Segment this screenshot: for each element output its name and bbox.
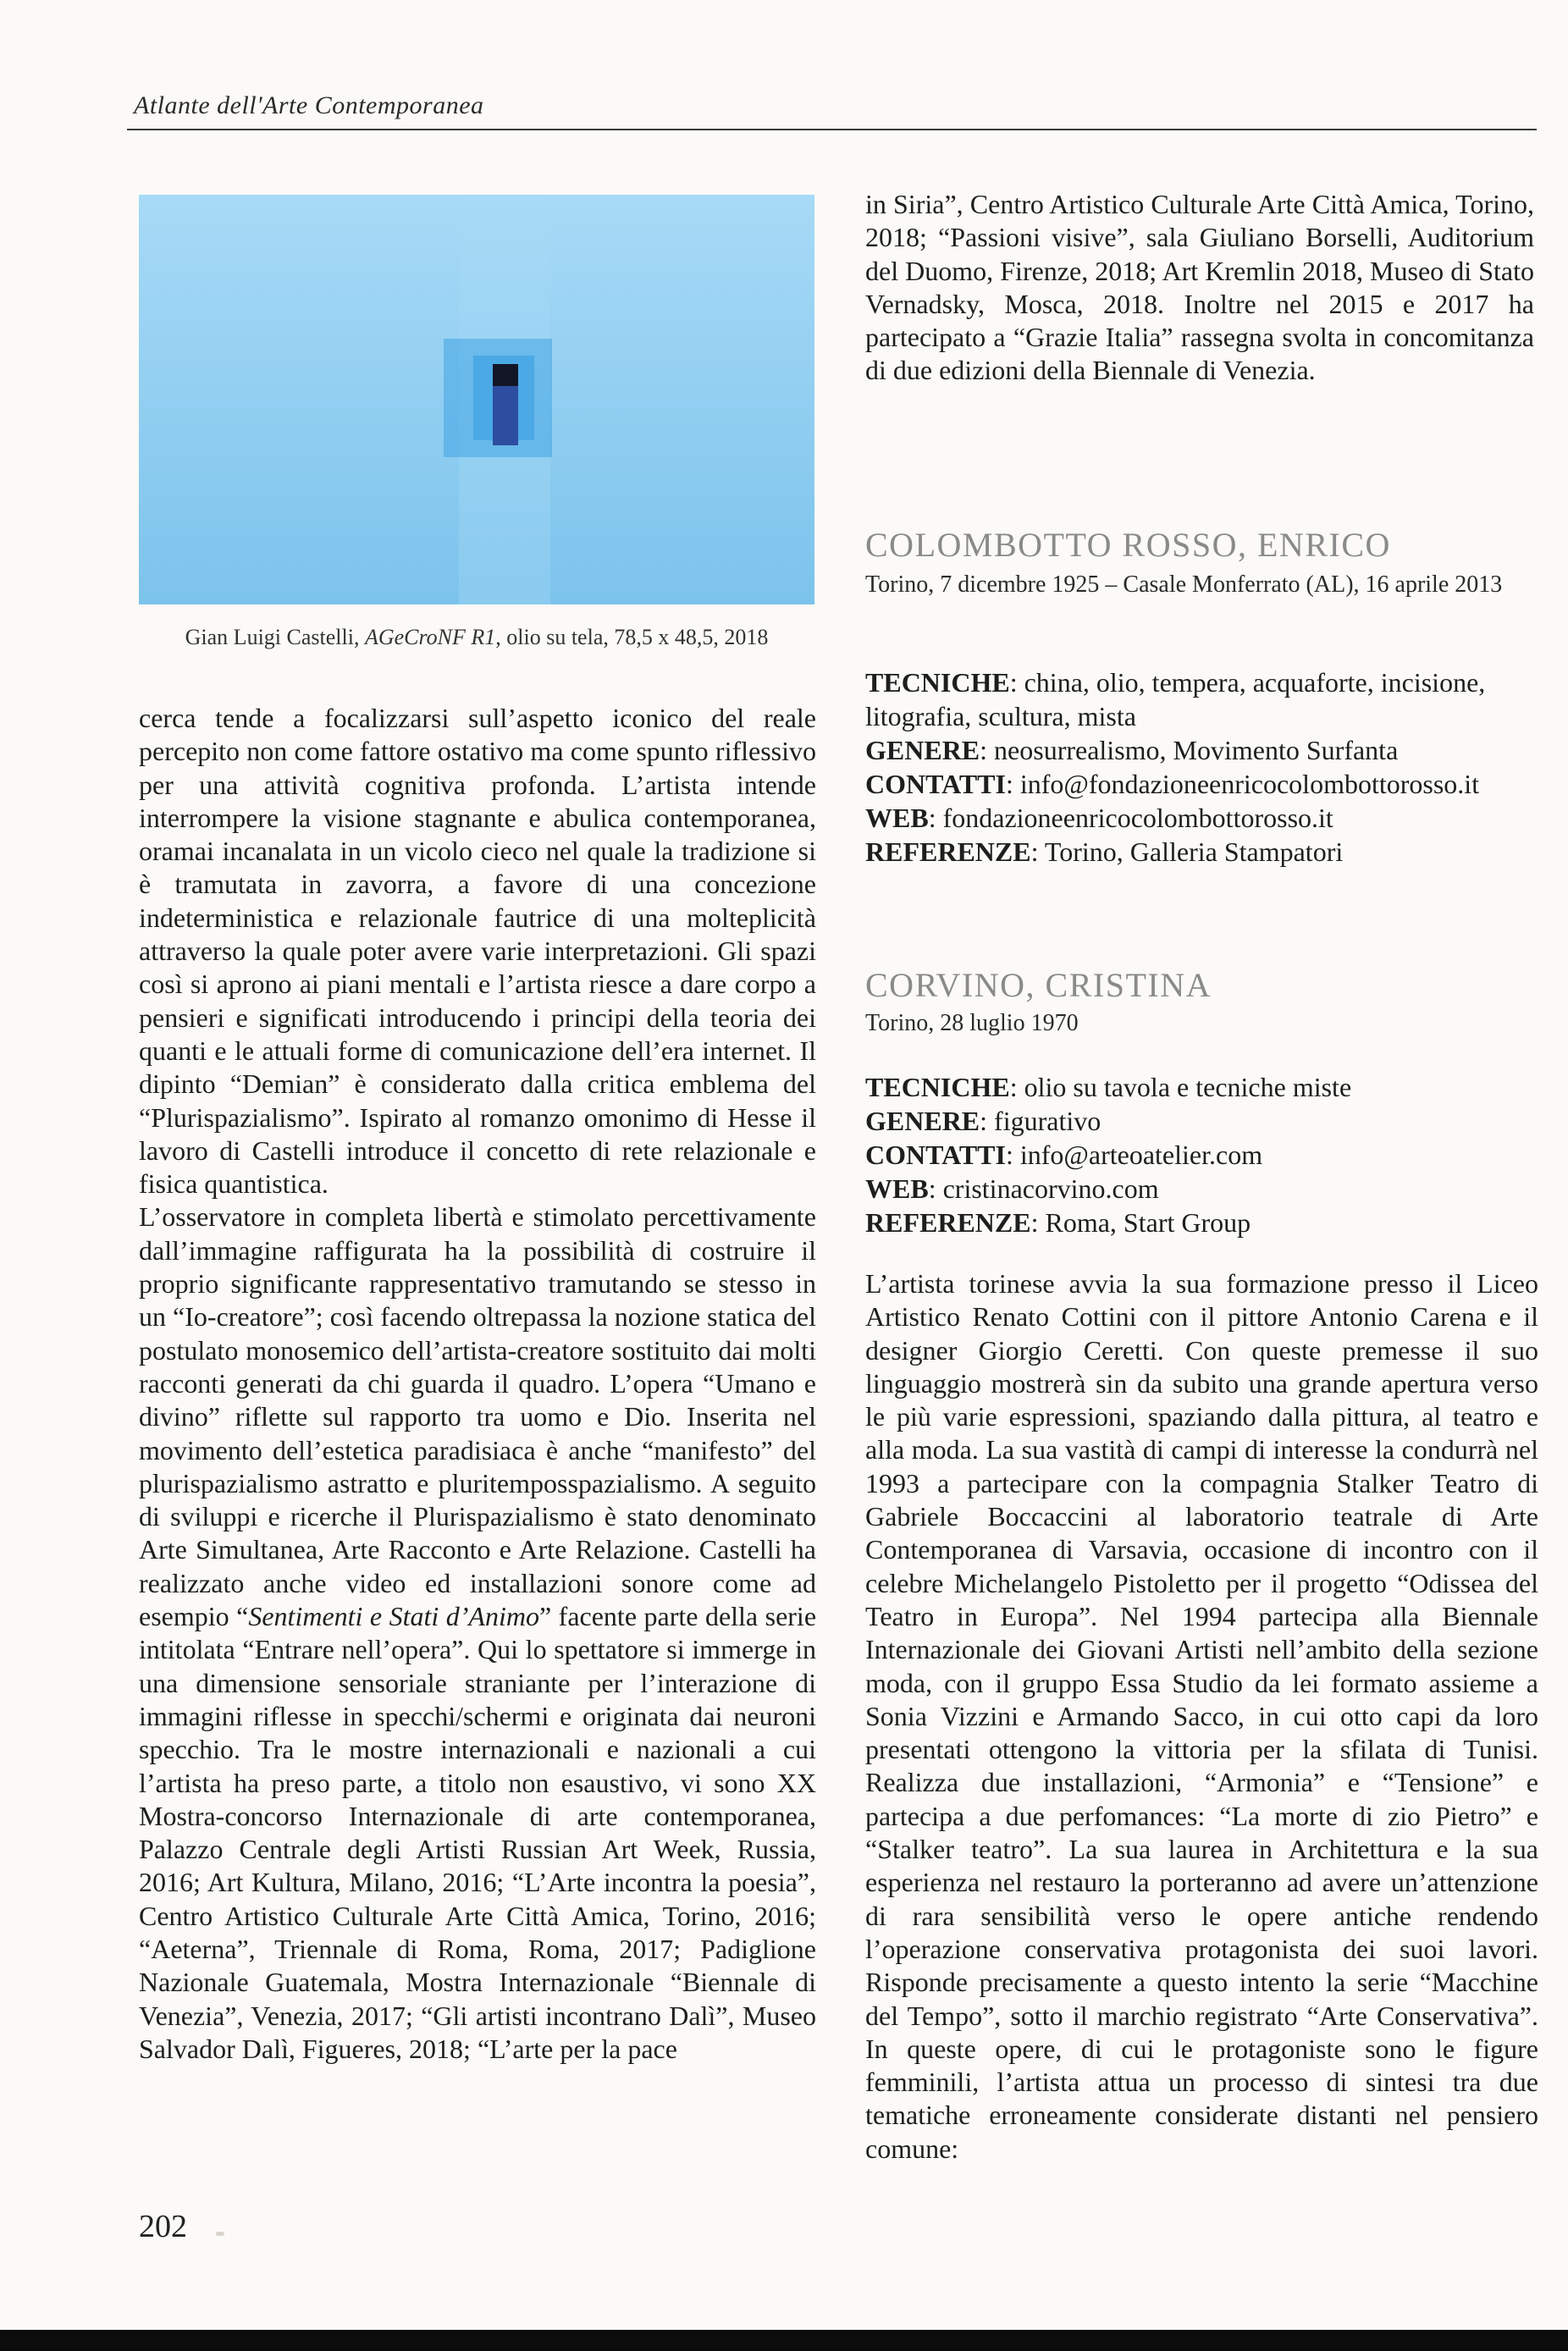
field-value: info@fondazioneenricocolombottorosso.it <box>1019 769 1480 799</box>
entry-dates-corvino: Torino, 28 luglio 1970 <box>865 1010 1079 1036</box>
field-value: china, olio, tempera, acquaforte, incisione, litografia, scultura, mista <box>865 667 1486 731</box>
field-contatti: CONTATTI: info@arteoatelier.com <box>865 1140 1263 1170</box>
entry-fields-colombotto <box>865 665 1538 869</box>
field-value: info@arteoatelier.com <box>1019 1140 1263 1170</box>
field-label: TECNICHE <box>865 667 1010 698</box>
field-contatti: CONTATTI: info@fondazioneenricocolombottorosso.it <box>865 769 1480 799</box>
field-value: Roma, Start Group <box>1045 1207 1251 1238</box>
field-referenze: REFERENZE: Roma, Start Group <box>865 1207 1251 1238</box>
artwork-painting <box>139 195 814 604</box>
field-genere: GENERE: figurativo <box>865 1106 1101 1136</box>
left-paragraph-2-text-b: ” facente parte della serie intitolata “Entrare nell’opera”. Qui lo spettatore si immerge in una dimensione sensoriale straniante per l’interazione di immagini riflesse in specchi/schermi e originata dai neuroni specchio. Tra le mostre internazionali e nazionali a cui l’artista ha preso parte, a titolo non esaustivo, vi sono XX Mostra-concorso Internazionale di arte contemporanea, Palazzo Centrale degli Artisti Russian Art Week, Russia, 2016; Art Kultura, Milano, 2016; “L’Arte incontra la poesia”, Centro Artistico Culturale Arte Città Amica, Torino, 2016; “Aeterna”, Triennale di Roma, Roma, 2017; Padiglione Nazionale Guatemala, Mostra Internazionale “Biennale di Venezia”, Venezia, 2017; “Gli artisti incontrano Dalì”, Museo Salvador Dalì, Figueres, 2018; “L’arte per la pace <box>139 1601 817 2064</box>
entry-title-corvino: CORVINO, CRISTINA <box>865 966 1212 1004</box>
left-paragraph-1: cerca tende a focalizzarsi sull’aspetto iconico del reale percepito non come fattore ostativo ma come spunto riflessivo per una attività cognitiva profonda. L’artista intende interrompere la visione stagnante e abulica contemporanea, oramai incanalata in un vicolo cieco nel quale la tradizione si è tramutata in zavorra, a favore di una concezione indeterministica e relazionale fautrice di una molteplicità attraverso la quale poter avere varie interpretazioni. Gli spazi così si aprono ai piani mentali e l’artista riesce a dare corpo a pensieri e significati introducendo i principi della teoria dei quanti e le attuali forme di comunicazione dell’era internet. Il dipinto “Demian” è considerato dalla critica emblema del “Plurispazialismo”. Ispirato al romanzo omonimo di Hesse il lavoro di Castelli introduce il concetto di rete relazionale e fisica quantistica. <box>139 703 816 1200</box>
field-tecniche: TECNICHE: olio su tavola e tecniche miste <box>865 1072 1352 1102</box>
field-value: fondazioneenricocolombottorosso.it <box>942 803 1333 833</box>
left-column <box>139 702 816 2066</box>
field-value: neosurrealismo, Movimento Surfanta <box>994 735 1399 765</box>
field-label: REFERENZE <box>865 836 1031 867</box>
caption-title: AGeCroNF R1 <box>364 625 496 649</box>
entry-title-colombotto: COLOMBOTTO ROSSO, ENRICO <box>865 526 1391 564</box>
running-head: Atlante dell'Arte Contemporanea <box>134 91 484 119</box>
header-rule <box>127 129 1537 130</box>
caption-prefix: Gian Luigi Castelli, <box>185 625 365 649</box>
field-label: WEB <box>865 803 929 833</box>
bio-paragraph: L’artista torinese avvia la sua formazione presso il Liceo Artistico Renato Cottini con il pittore Antonio Carena e il designer Giorgio Ceretti. Con queste premesse il suo linguaggio mostrerà sin da subito una grande apertura verso le più varie espressioni, spaziando dalla pittura, al teatro e alla moda. La sua vastità di campi di interesse la condurrà nel 1993 a partecipare con la compagnia Stalker Teatro di Gabriele Boccaccini al laboratorio teatrale di Arte Contemporanea di Varsavia, occasione di incontro con il celebre Michelangelo Pistoletto per il progetto “Odissea del Teatro in Europa”. Nel 1994 partecipa alla Biennale Internazionale dei Giovani Artisti nell’ambito della sezione moda, con il gruppo Essa Studio da lei formato assieme a Sonia Vizzini e Armando Sacco, in cui otto capi da loro presentati ottengono la vittoria per la sfilata di Tunisi. Realizza due installazioni, “Armonia” e “Tensione” e partecipa a due perfomances: “La morte di zio Pietro” e “Stalker teatro”. La sua laurea in Architettura e la sua esperienza nel restauro la porteranno ad avere un’attenzione di rara sensibilità verso le opere antiche rendendo l’operazione conservativa protagonista dei suoi lavori. Risponde precisamente a questo intento la serie “Macchine del Tempo”, sotto il marchio registrato “Arte Conservativa”. In queste opere, di cui le protagoniste sono le figure femminili, l’artista attua un processo di sintesi tra due tematiche erroneamente considerate distanti nel pensiero comune: <box>865 1268 1538 2164</box>
right-column-continuation <box>865 188 1534 388</box>
entry-bio-corvino <box>865 1267 1538 2166</box>
field-label: GENERE <box>865 1106 980 1136</box>
scan-bottom-edge <box>0 2330 1568 2351</box>
field-label: WEB <box>865 1173 929 1204</box>
field-label: CONTATTI <box>865 1140 1006 1170</box>
field-web: WEB: cristinacorvino.com <box>865 1173 1159 1204</box>
scan-smudge <box>216 2232 224 2236</box>
field-value: Torino, Galleria Stampatori <box>1044 836 1344 867</box>
field-value: olio su tavola e tecniche miste <box>1024 1072 1352 1102</box>
field-value: figurativo <box>994 1106 1101 1136</box>
field-value: cristinacorvino.com <box>942 1173 1159 1204</box>
left-paragraph-2-text-a: L’osservatore in completa libertà e stimolato percettivamente dall’immagine raffigurata ha la possibilità di costruire il proprio significante rappresentativo tramutando se stesso in un “Io-creatore”; così facendo oltrepassa la nozione statica del postulato monosemico dell’artista-creatore sostituito dai molti racconti generati da chi guarda il quadro. L’opera “Umano e divino” riflette sul rapporto tra uomo e Dio. Inserita nel movimento dell’estetica paradisiaca è anche “manifesto” del plurispazialismo astratto e pluritemposspazialismo. A seguito di sviluppi e ricerche il Plurispazialismo è stato denominato Arte Simultanea, Arte Racconto e Arte Relazione. Castelli ha realizzato anche video ed installazioni sonore come ad esempio “ <box>139 1201 816 1632</box>
page-number: 202 <box>139 2209 187 2244</box>
artwork-image <box>139 195 814 604</box>
field-tecniche: TECNICHE: china, olio, tempera, acquaforte, incisione, litografia, scultura, mista <box>865 667 1486 731</box>
continuation-paragraph: in Siria”, Centro Artistico Culturale Arte Città Amica, Torino, 2018; “Passioni visive”, sala Giuliano Borselli, Auditorium del Duomo, Firenze, 2018; Art Kremlin 2018, Museo di Stato Vernadsky, Mosca, 2018. Inoltre nel 2015 e 2017 ha partecipato a “Grazie Italia” rassegna svolta in concomitanza di due edizioni della Biennale di Venezia. <box>865 189 1534 386</box>
field-referenze: REFERENZE: Torino, Galleria Stampatori <box>865 836 1344 867</box>
field-genere: GENERE: neosurrealismo, Movimento Surfanta <box>865 735 1399 765</box>
field-web: WEB: fondazioneenricocolombottorosso.it <box>865 803 1333 833</box>
field-label: REFERENZE <box>865 1207 1031 1238</box>
field-label: TECNICHE <box>865 1072 1010 1102</box>
left-paragraph-2 <box>139 1200 816 2066</box>
entry-fields-corvino <box>865 1070 1538 1239</box>
caption-suffix: , olio su tela, 78,5 x 48,5, 2018 <box>495 625 769 649</box>
field-label: CONTATTI <box>865 769 1006 799</box>
entry-dates-colombotto: Torino, 7 dicembre 1925 – Casale Monferrato (AL), 16 aprile 2013 <box>865 571 1503 598</box>
figure-caption <box>139 625 814 650</box>
field-label: GENERE <box>865 735 980 765</box>
artwork-black-block <box>493 364 518 386</box>
left-paragraph-2-italic: Sentimenti e Stati d’Animo <box>248 1601 539 1632</box>
